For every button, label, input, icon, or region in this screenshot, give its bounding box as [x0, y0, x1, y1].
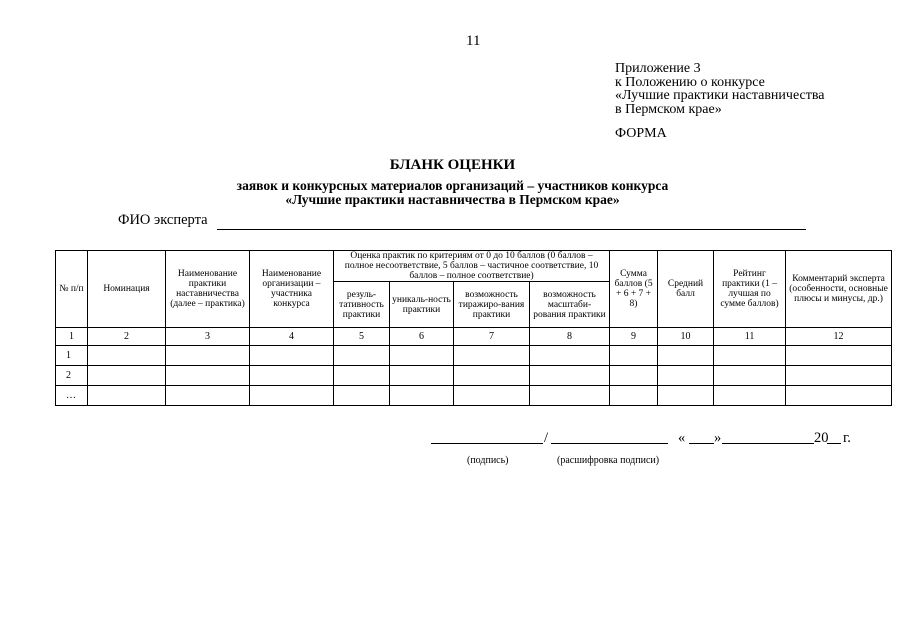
row-number: … [56, 386, 88, 406]
table-cell[interactable] [250, 346, 334, 366]
appendix-line: Приложение 3 [615, 61, 701, 76]
table-cell[interactable] [610, 346, 658, 366]
row-number: 2 [56, 366, 88, 386]
header-average: Средний балл [658, 251, 714, 328]
table-cell[interactable] [530, 386, 610, 406]
subtitle-line: заявок и конкурсных материалов организаций – участников конкурса [236, 178, 669, 193]
table-cell[interactable] [714, 366, 786, 386]
table-cell[interactable] [454, 366, 530, 386]
column-number: 9 [610, 328, 658, 346]
header-criteria-group: Оценка практик по критериям от 0 до 10 баллов (0 баллов – полное несоответствие, 5 баллов – частичное соответствие, 10 баллов – полное соответствие) [334, 251, 610, 282]
column-number: 6 [390, 328, 454, 346]
date-quote-open: « [678, 430, 686, 446]
column-number: 7 [454, 328, 530, 346]
table-cell[interactable] [166, 386, 250, 406]
table-cell[interactable] [454, 346, 530, 366]
signature-separator: / [544, 430, 549, 446]
table-cell[interactable] [786, 386, 892, 406]
date-month-field[interactable] [722, 443, 814, 444]
table-cell[interactable] [250, 366, 334, 386]
column-number: 2 [88, 328, 166, 346]
table-cell[interactable] [610, 366, 658, 386]
table-cell[interactable] [334, 386, 390, 406]
document-subtitle [0, 179, 905, 206]
column-number: 4 [250, 328, 334, 346]
date-quote-close: » [714, 430, 722, 446]
table-cell[interactable] [658, 346, 714, 366]
table-cell[interactable] [530, 346, 610, 366]
date-year-suffix: г. [843, 430, 851, 446]
signature-field[interactable] [431, 443, 543, 444]
table-cell[interactable] [454, 386, 530, 406]
table-row [56, 346, 892, 366]
column-number: 8 [530, 328, 610, 346]
header-practice-name: Наименование практики наставничества (далее – практика) [166, 251, 250, 328]
table-cell[interactable] [390, 386, 454, 406]
column-number: 11 [714, 328, 786, 346]
table-cell[interactable] [658, 386, 714, 406]
signature-decoding-caption: (расшифровка подписи) [557, 455, 660, 466]
page-number: 11 [466, 33, 481, 49]
form-label: ФОРМА [615, 126, 667, 141]
table-cell[interactable] [658, 366, 714, 386]
table-cell[interactable] [786, 346, 892, 366]
date-day-field[interactable] [689, 443, 714, 444]
table-cell[interactable] [530, 366, 610, 386]
document-title: БЛАНК ОЦЕНКИ [389, 157, 516, 173]
appendix-line: в Пермском крае» [615, 101, 722, 117]
table-row [56, 386, 892, 406]
header-criterion-replication: возможность тиражиро-вания практики [454, 282, 530, 328]
header-comment: Комментарий эксперта (особенности, основные плюсы и минусы, др.) [786, 251, 892, 328]
table-cell[interactable] [334, 346, 390, 366]
header-rating: Рейтинг практики (1 – лучшая по сумме баллов) [714, 251, 786, 328]
table-cell[interactable] [88, 366, 166, 386]
table-cell[interactable] [166, 366, 250, 386]
row-number: 1 [56, 346, 88, 366]
column-number-row [56, 328, 892, 346]
evaluation-table [55, 250, 892, 406]
table-cell[interactable] [166, 346, 250, 366]
column-number: 12 [786, 328, 892, 346]
column-number: 3 [166, 328, 250, 346]
header-nomination: Номинация [88, 251, 166, 328]
date-year-prefix: 20 [814, 430, 829, 446]
table-cell[interactable] [88, 346, 166, 366]
table-cell[interactable] [714, 346, 786, 366]
column-number: 1 [56, 328, 88, 346]
table-cell[interactable] [786, 366, 892, 386]
signature-decoding-field[interactable] [551, 443, 668, 444]
table-cell[interactable] [610, 386, 658, 406]
date-year-field[interactable] [827, 443, 841, 444]
table-cell[interactable] [714, 386, 786, 406]
expert-name-field[interactable] [217, 229, 806, 230]
table-cell[interactable] [250, 386, 334, 406]
column-number: 5 [334, 328, 390, 346]
table-cell[interactable] [334, 366, 390, 386]
header-num: № п/п [56, 251, 88, 328]
header-org-name: Наименование организации – участника конкурса [250, 251, 334, 328]
expert-name-label: ФИО эксперта [118, 212, 208, 228]
table-cell[interactable] [390, 346, 454, 366]
table-cell[interactable] [390, 366, 454, 386]
column-number: 10 [658, 328, 714, 346]
header-sum: Сумма баллов (5 + 6 + 7 + 8) [610, 251, 658, 328]
header-criterion-uniqueness: уникаль-ность практики [390, 282, 454, 328]
header-criterion-scaling: возможность масштаби-рования практики [530, 282, 610, 328]
appendix-note [615, 62, 825, 116]
table-row [56, 366, 892, 386]
appendix-line: к Положению о конкурсе [615, 74, 765, 90]
table-cell[interactable] [88, 386, 166, 406]
header-criterion-result: резуль-тативность практики [334, 282, 390, 328]
appendix-line: «Лучшие практики наставничества [615, 88, 825, 103]
subtitle-line: «Лучшие практики наставничества в Пермском крае» [285, 191, 620, 207]
signature-caption: (подпись) [467, 455, 509, 466]
